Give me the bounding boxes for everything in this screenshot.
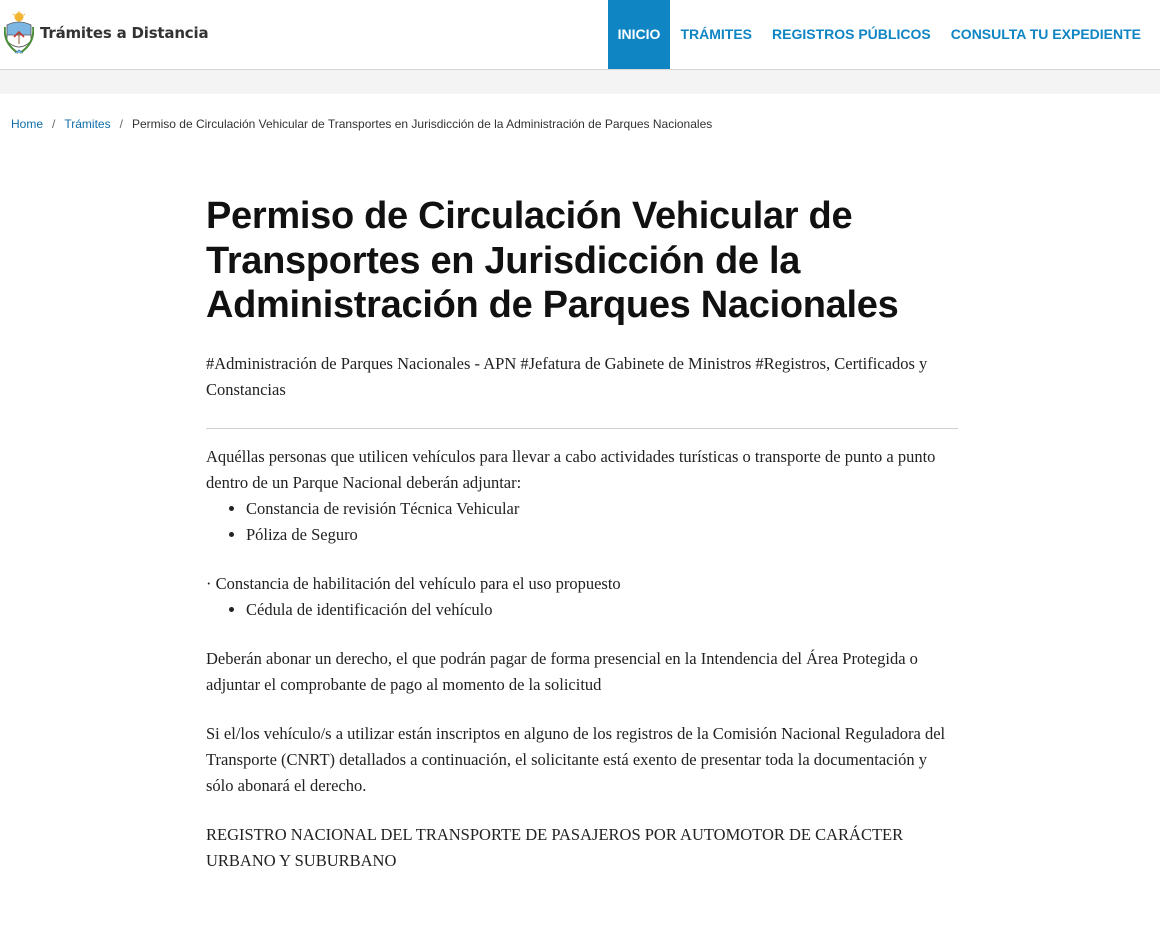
requirements-list-2 bbox=[206, 597, 958, 623]
cnrt-paragraph: Si el/los vehículo/s a utilizar están inscriptos en alguno de los registros de la Comisión Nacional Reguladora del Transporte (CNRT) detallados a continuación, el solicitante está exento de presentar toda la documentación y sólo abonará el derecho. bbox=[206, 723, 946, 795]
page-tags: #Administración de Parques Nacionales - APN #Jefatura de Gabinete de Ministros #Registros, Certificados y Constancias bbox=[206, 353, 928, 399]
breadcrumb-separator: / bbox=[119, 117, 123, 131]
requirements-list bbox=[206, 496, 958, 548]
list-item: • Cédula de identificación del vehículo bbox=[246, 597, 958, 623]
list-item: • Póliza de Seguro bbox=[246, 522, 958, 548]
breadcrumb-separator: / bbox=[52, 117, 56, 131]
site-brand[interactable]: Trámites a Distancia bbox=[40, 24, 209, 42]
site-header bbox=[0, 0, 1160, 70]
inline-requirement: · Constancia de habilitación del vehículo para el uso propuesto bbox=[206, 573, 621, 593]
registry-paragraph: REGISTRO NACIONAL DEL TRANSPORTE DE PASAJEROS POR AUTOMOTOR DE CARÁCTER URBANO Y SUBURBANO bbox=[206, 824, 904, 870]
nav-inicio[interactable]: INICIO bbox=[608, 0, 671, 69]
payment-paragraph: Deberán abonar un derecho, el que podrán pagar de forma presencial en la Intendencia del Área Protegida o adjuntar el comprobante de pago al momento de la solicitud bbox=[206, 648, 918, 694]
breadcrumb-tramites[interactable]: Trámites bbox=[64, 117, 111, 131]
main-content bbox=[206, 194, 958, 874]
nav-registros-publicos[interactable]: REGISTROS PÚBLICOS bbox=[772, 26, 931, 42]
header-band bbox=[0, 70, 1160, 94]
breadcrumb-current: Permiso de Circulación Vehicular de Transportes en Jurisdicción de la Administración de Parques Nacionales bbox=[131, 117, 713, 131]
intro-paragraph: Aquéllas personas que utilicen vehículos para llevar a cabo actividades turísticas o transporte de punto a punto dentro de un Parque Nacional deberán adjuntar: bbox=[206, 446, 936, 492]
nav-tramites[interactable]: TRÁMITES bbox=[680, 26, 752, 42]
breadcrumb-home[interactable]: Home bbox=[11, 117, 44, 131]
main-nav bbox=[608, 0, 1151, 69]
nav-consulta-expediente[interactable]: CONSULTA TU EXPEDIENTE bbox=[950, 26, 1141, 42]
divider bbox=[206, 428, 958, 429]
list-item: • Constancia de revisión Técnica Vehicular bbox=[246, 496, 958, 522]
coat-of-arms-icon[interactable] bbox=[4, 11, 34, 56]
page-title: Permiso de Circulación Vehicular de Transportes en Jurisdicción de la Administración de Parques Nacionales bbox=[206, 195, 899, 326]
breadcrumb bbox=[11, 117, 712, 131]
